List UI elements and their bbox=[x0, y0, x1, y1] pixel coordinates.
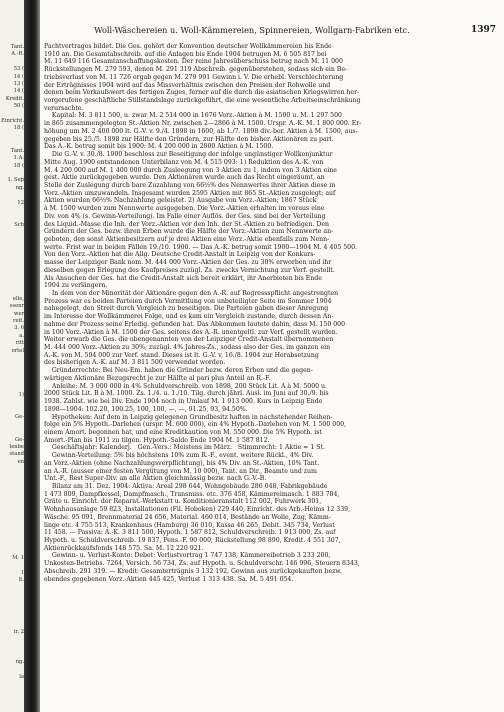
book-gutter bbox=[24, 0, 40, 712]
body-text: Pachtvertrages bildet. Die Ges. gehört der Konvention deutscher Wollkämmereien bis Ende 1910 an. Die Gesamtabschreib. auf die Anlagen bis Ende 1904 betrugen M. 6 505 817 bei M. 11 649 116 Gesamtanschaffungskosten. Der reine Jahresüberschuss betrug nach M. 11 000 Rückstellungen M. 279 593, denen M. 291 319 Abschreib. gegenüberstehen, sodass sich ein Be- triebsverlust von M. 11 726 ergab gegen M. 279 991 Gewinn i. V. Die erhebl. Verschlechterung der Erträgnisses 1904 wird auf das Missverhältnis zwischen den Preisen der Rohwolle und denen beim Verkaufswert des fertigen Zuges, ferner auf die durch die asiatischen Kriegswirren her- vorgerufene geschäftliche Stillstandslage zurückgeführt, die eine wesentliche Arbeitseinschränkung verursachte. Kapital: M. 3 811 500, u. zwar M. 2 514 000 in 1676 Vorz.-Aktien à M. 1500 u. M. 1 297 500 in 865 zusammengelegten St.-Aktien Nr. zwischen 2—2866 à M. 1500. Urspr. A.-K. M. 1 800 000. Er- höhung um M. 2 400 000 lt. G.-V. v. 9./4. 1898 in 1600, ab 1./7. 1898 div.-ber. Aktien à M. 1500, aus- gegeben bis 25./5. 1898 zur Hälfte den Gründern, zur Hälfte den bisher. Aktionären zu pari. Das A.-K. betrug somit bis 1900: M. 4 200 000 in 2800 Aktien à M. 1500. Die G.-V. v. 30./8. 1900 beschloss zur Beseitigung der infolge ungünstiger Wollkonjunktur Mitte Aug. 1900 entstandenen Unterbilanz von M. 4 515 093: 1) Reduktion des A.-K. von M. 4 200 000 auf M. 1 400 000 durch Zusleegung von 3 Aktien zu 1, indem von 3 Aktien eine gest. Aktie zurückgegeben wurde. Den Aktionären wurde auch das Recht eingeräumt, an Stelle der Zuslegung durch bare Zuzahlung von 66⅔% des Nennwertes ihrer Aktien diese in Vorz.-Aktien umzuwandeln. Insgesamt wurden 2595 Aktien mit 865 St.-Aktien zusgelegt; auf Aktien wurden 66⅔% Nachzahlung geleistet. 2) Ausgabe von Vorz.-Aktien; 1867 Stück à M. 1500 wurden zum Nennwerte ausgegeben. Die Vorz.-Aktien erhalten im voraus eine Div. von 4% (s. Gewinn-Verteilung). Im Falle einer Auflös. der Ges. sind bei der Verteilung des Liquid.-Masse die Inh. der Vorz.-Aktien vor den Inh. der St.-Aktien zu befriedigen. Den Gründern der Ges. bezw. ihren Erben wurde die Hälfte der Vorz.-Aktien zum Nennwerte an- geboten, den sonst Aktienbesitzern auf je drei Aktien eine Vorz.-Aktie ebenfalls zum Nenn- werte. Frist war in beiden Fällen 19./10. 1900. — Das A.-K. betrug somit 1900—1904 M. 4 405 500. Von den Vorz.-Aktien hat die Allg. Deutsche Credit-Anstalt in Leipzig von der Konkurs- masse der Leipziger Bank nom. M. 444 000 Vorz.-Aktien der Ges. zu 30% erworben und ihr dieselben gegen Erlegung des Kaufpreises zuzügl. Zs. zwecks Vernichtung zur Verf. gestellt. Als Ansuchen der Ges. hat die Credit-Anstalt sich bereit erklärt, ihr Anerbieten bis Ende 1904 zu verlängern. In dem von der Minorität der Aktionäre gegen den A.-R. auf Regressspflicht angestrengten Prozess war es beiden Parteien durch Vermittlung von unbeteiligter Seite im Sommer 1904 nahegelegt, den Streit durch Vergleich zu beseitigen. Die Parteien gaben dieser Anregung im Interesse der Wollkämmerei Folge, und es kam ein Vergleich zustande, durch dessen An- nahme der Prozess seine Erledig. gefunden hat. Das Abkommen lautete dahin, dass M. 150 000 in 100 Vorz.-Aktien à M. 1500 der Ges. seitens des A.-R. unentgeltl. zur Verf. gestellt wurden. Weiter erwarb die Ges. die obengenannten von der Leipziger Credit-Anstalt übernommenen M. 444 000 Vorz.-Aktien zu 30%, zuzügl. 4% Jahres-Zs., sodass also der Ges. im ganzen ein A.-K. von M. 594 000 zur Verf. stand. Dieses ist lt. G.-V. v. 16./8. 1904 zur Herabsetzung des bisherigen A.-K. auf M. 3 811 500 verwendet worden. Gründerrechte: Bei Neu-Em. haben die Gründer bezw. deren Erben und die gegen- wärtigen Aktionäre Bezugsrecht je zur Hälfte al pari plus Anteil an R.-F. Anleihe: M. 3 000 000 in 4% Schuldverschreib. von 1898, 200 Stück Lit. A à M. 5000 u. 2000 Stück Lit. B à M. 1000. Zs. 1./4. u. 1./10. Tilg. durch jährl. Ausl. im Juni auf 30./9. bis 1938. Zahlst. wie bei Div. Ende 1904 noch in Umlauf M. 1 913 000. Kurs in Leipzig Ende 1898—1904: 102.20, 100.25, 100, 100, —, —, 91.25, 93, 94.50%. Hypotheken: Auf dem in Leipzig gelegenen Grundbesitz haften in nachstehender Reihen- folge ein 5% Hypoth.-Darlehen (urspr. M. 600 000), ein 4% Hypoth.-Darlehen von M. 1 500 000, einem Amort. begonnen hat, und eine Kreditkaution von M. 550 000. Die 5% Hypoth. ist Amort.-Plan bis 1911 zu tilgen. Hypoth.-Saldo Ende 1904 M. 1 587 812. Geschäftsjahr: Kalenderj. Gen.-Vers.: Meistens im März. Stimmrecht: 1 Aktie = 1 St. Gewinn-Verteilung: 5% bis höchstens 10% zum R.-F., event. weitere Rückl., 4% Div. an Vorz.-Aktien (ohne Nachzahlungsverpflichtung), bis 4% Div. an St.-Aktien, 10% Tant. an A.-R. (ausser einer festen Vergütung von M. 10 000), Tant. an Dir., Beamte und zum Unt.-F., Rest Super-Div. an alle Aktien gleichmässig bezw. nach G.-V.-B. Bilanz am 31. Dez. 1904: Aktiva: Areal 298 644, Wohngebäude 286 048, Fabrikgebäude 1 473 809, Dampfkessel, Dampfmasch., Transmiss. etc. 376 458, Kämmereimasch. 1 883 784, Gräte u. Einricht. der Reparat.-Werkstatt u. Konditionieranstalt 112 002, Fuhrwerk 301, Wohnhausanlage 59 823, Installationen (Fil. Hoboken) 229 440, Einricht. des Arb.-Heims 12 339, Wäsche. 95 091, Brennmaterial 24 656, Material. 460 014, Bestände an Wolle, Zug, Kämm- linge etc. 4 755 513, Krankenhaus (Hamburg) 36 010, Kassa 46 265, Debit. 345 734, Verlust 11 458. — Passiva: A.-K. 3 811 500, Hypoth. 1 587 812, Schuldverschreib. 1 913 000, Zs. auf Hypoth. u. Schuldverschreib. 19 837, Pens.-F. 90 000, Rückstellung 98 890, Kredit. 4 551 307, Aktienrückkaufsfonds 148 575. Sa. M. 12 220 921. Gewinn- u. Verlust-Konto: Debet: Verlustvortrag 1 747 138, Kämmereibetrieb 3 233 200, Unkosten-Betriebs. 7264, Versich. 56 734, Zs. auf Hypoth. u. Schuldverschr. 146 996, Steuern 8343, Abschreib. 291 319. — Kredit: Gesamterträgnis 3 132 192, Gewinn aus zurückgekauften bezw. ebendes gegebenen Vorz.-Aktien 445 425, Verlust 1 313 438. Sa. M. 5 491 054. bbox=[44, 43, 362, 583]
running-head bbox=[72, 24, 496, 36]
running-title: Woll-Wäschereien u. Woll-Kämmereien, Spinnereien, Wollgarn-Fabriken etc. bbox=[94, 25, 410, 35]
page-number: 1397 bbox=[470, 25, 496, 35]
right-page bbox=[40, 0, 504, 712]
left-page-fragments: Tant. A.-R. 53 ( 14 ( 13 ( 14 ( Kredit. 50 ( Einricht. 18 ( Tant. 1.A. 18 ( 1. Sep ng. 12 Sch elle, ssenr wer reit. 3. 6 a. ritt ortel 1) Ge- Ge- lenbe stand en M. 1 1 lt. ir. 2 ng. la bbox=[1, 44, 24, 680]
left-page-edge bbox=[0, 0, 24, 712]
